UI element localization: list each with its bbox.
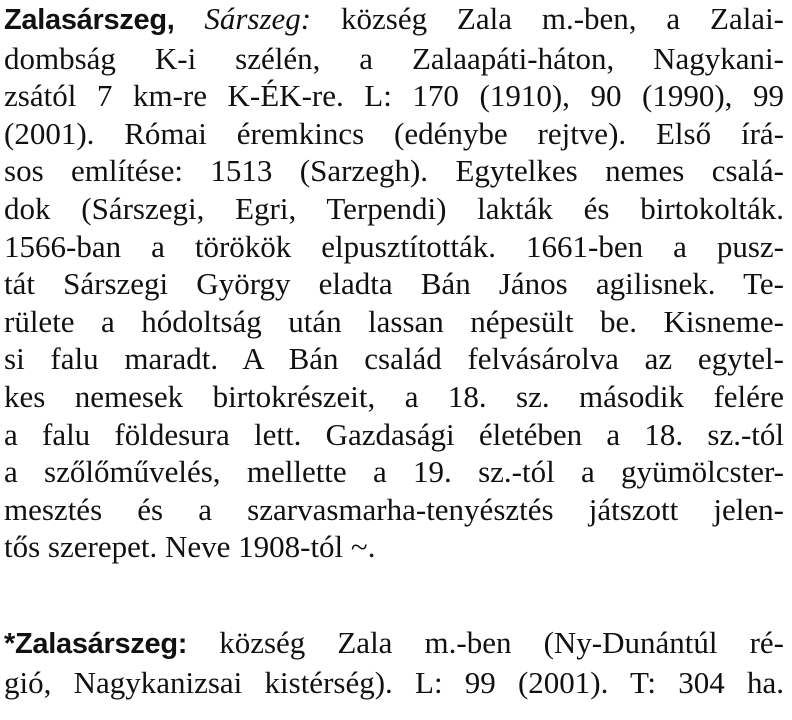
entry-zalasarszeg-historical [4, 0, 784, 566]
entry-line: sos említése: 1513 (Sarzegh). Egytelkes nemes csalá- [4, 153, 784, 189]
entry-line: rülete a hódoltság után lassan népesült be. Kisneme- [4, 303, 784, 339]
entry-line: 1566-ban a törökök elpusztították. 1661-ben a pusz- [4, 228, 784, 264]
entry-line: dombság K-i szélén, a Zalaapáti-háton, Nagykani- [4, 40, 784, 76]
entry-headword: *Zalasárszeg: [4, 628, 188, 660]
entry-line: (2001). Római éremkincs (edénybe rejtve). Első írá- [4, 115, 784, 151]
entry-line: tős szerepet. Neve 1908-tól ~. [4, 529, 376, 565]
entry-alt-name: Sárszeg: [204, 1, 312, 36]
dictionary-page [4, 0, 784, 720]
entry-line: si falu maradt. A Bán család felvásárolva az egytel- [4, 341, 784, 377]
entry-line [4, 624, 784, 664]
entry-line: mesztés és a szarvasmarha-tenyésztés játszott jelen- [4, 491, 784, 527]
entry-text: község Zala m.-ben, a Zalai- [311, 1, 784, 36]
entry-line: a szőlőművelés, mellette a 19. sz.-tól a gyümölcster- [4, 454, 784, 490]
entry-line: kes nemesek birtokrészeit, a 18. sz. második felére [4, 378, 784, 414]
entry-line: tát Sárszegi György eladta Bán János agilisnek. Te- [4, 266, 784, 302]
entry-line: zsától 7 km-re K-ÉK-re. L: 170 (1910), 90 (1990), 99 [4, 78, 784, 114]
entry-line: dok (Sárszegi, Egri, Terpendi) lakták és birtokolták. [4, 190, 784, 226]
entry-line [4, 0, 784, 40]
entry-text: község Zala m.-ben (Ny-Dunántúl ré- [187, 625, 784, 660]
entry-line: a falu földesura lett. Gazdasági életében a 18. sz.-tól [4, 416, 784, 452]
entry-headword: Zalasárszeg, [4, 4, 175, 36]
entry-zalasarszeg-current [4, 624, 784, 701]
entry-line: gió, Nagykanizsai kistérség). L: 99 (2001). T: 304 ha. [4, 664, 784, 700]
